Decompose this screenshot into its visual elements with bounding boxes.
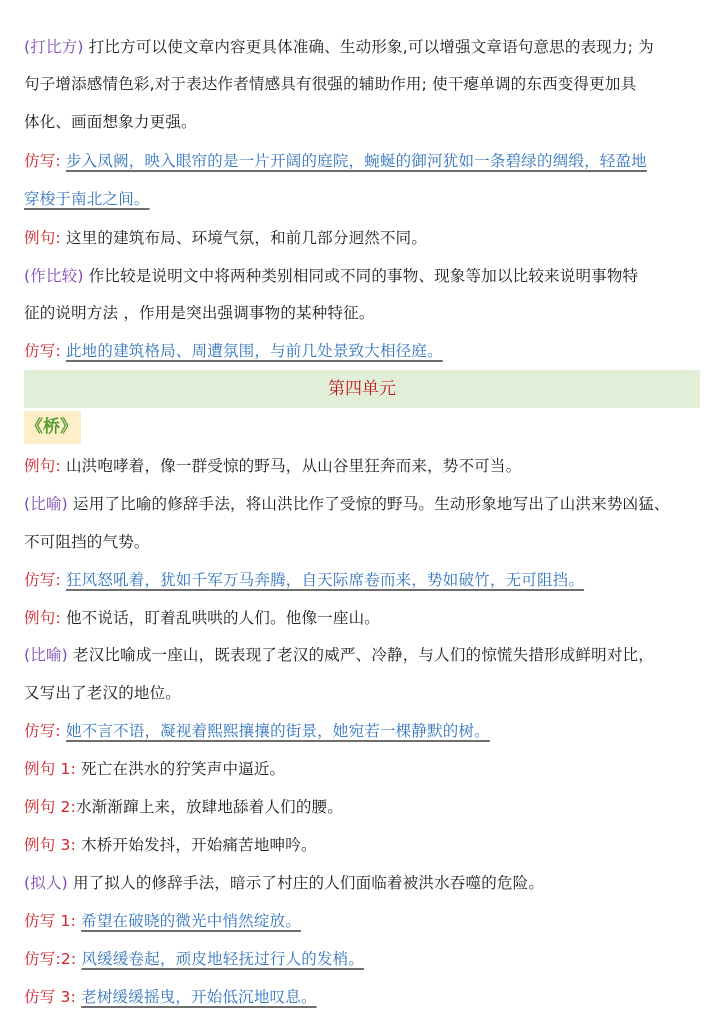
analysis-paragraph <box>24 494 702 514</box>
analysis-paragraph-cont <box>24 112 702 132</box>
example-label: 例句 2: <box>24 798 77 816</box>
analysis-paragraph-cont <box>24 683 702 703</box>
example-label: 例句 3: <box>24 836 77 854</box>
analysis-text: 运用了比喻的修辞手法，将山洪比作了受惊的野马。生动形象地写出了山洪来势凶猛、 <box>67 495 670 513</box>
imitation-text: 老树缓缓摇曳，开始低沉地叹息。 <box>81 988 317 1006</box>
imitation-text: 步入凤阙，映入眼帘的是一片开阔的庭院，蜿蜒的御河犹如一条碧绿的绸缎，轻盈地 <box>65 152 647 170</box>
technique-label: (比喻) <box>24 495 68 513</box>
analysis-paragraph <box>24 37 702 57</box>
example-sentence <box>24 759 702 779</box>
imitation-label: 仿写: <box>24 722 61 740</box>
example-text: 山洪咆哮着，像一群受惊的野马，从山谷里狂奔而来，势不可当。 <box>65 457 522 475</box>
analysis-text: 打比方可以使文章内容更具体准确、生动形象,可以增强文章语句意思的表现力; 为 <box>83 38 654 56</box>
example-label: 例句 1: <box>24 760 77 778</box>
example-sentence <box>24 608 702 628</box>
example-text: 他不说话，盯着乱哄哄的人们。他像一座山。 <box>65 609 380 627</box>
imitation-label: 仿写: <box>24 152 61 170</box>
example-text: 死亡在洪水的狞笑声中逼近。 <box>76 760 286 778</box>
analysis-text: 又写出了老汉的地位。 <box>24 684 182 702</box>
imitation-label: 仿写 3: <box>24 988 77 1006</box>
example-sentence <box>24 228 702 248</box>
analysis-text: 不可阻挡的气势。 <box>24 533 150 551</box>
imitation-text: 此地的建筑格局、周遭氛围，与前几处景致大相径庭。 <box>65 342 443 360</box>
analysis-paragraph-cont <box>24 303 702 323</box>
imitation-text: 穿梭于南北之间。 <box>24 190 150 208</box>
imitation-sentence-cont <box>24 189 702 209</box>
analysis-paragraph-cont <box>24 74 702 94</box>
example-sentence <box>24 797 702 817</box>
technique-label: (拟人) <box>24 874 68 892</box>
imitation-label: 仿写:2: <box>24 950 77 968</box>
example-label: 例句: <box>24 229 61 247</box>
analysis-paragraph <box>24 873 702 893</box>
example-text: 水渐渐蹿上来，放肆地舔着人们的腰。 <box>76 798 343 816</box>
analysis-text: 老汉比喻成一座山，既表现了老汉的威严、冷静，与人们的惊慌失措形成鲜明对比， <box>67 646 654 664</box>
imitation-sentence <box>24 570 702 590</box>
technique-label: (比喻) <box>24 646 68 664</box>
unit-heading: 第四单元 <box>24 370 700 408</box>
example-label: 例句: <box>24 457 61 475</box>
imitation-text: 希望在破晓的微光中悄然绽放。 <box>81 912 301 930</box>
example-label: 例句: <box>24 609 61 627</box>
analysis-text: 用了拟人的修辞手法，暗示了村庄的人们面临着被洪水吞噬的危险。 <box>67 874 545 892</box>
imitation-sentence <box>24 151 702 171</box>
imitation-sentence <box>24 987 702 1007</box>
example-sentence <box>24 456 702 476</box>
imitation-sentence <box>24 911 702 931</box>
lesson-title: 《桥》 <box>24 411 81 444</box>
imitation-sentence <box>24 949 702 969</box>
example-text: 这里的建筑布局、环境气氛，和前几部分迥然不同。 <box>65 229 428 247</box>
imitation-label: 仿写: <box>24 342 61 360</box>
analysis-paragraph <box>24 645 702 665</box>
technique-label: (打比方) <box>24 38 84 56</box>
analysis-text: 体化、画面想象力更强。 <box>24 113 197 131</box>
analysis-text: 征的说明方法 ，作用是突出强调事物的某种特征。 <box>24 304 375 322</box>
example-text: 木桥开始发抖，开始痛苦地呻吟。 <box>76 836 317 854</box>
imitation-text: 风缓缓卷起，顽皮地轻抚过行人的发梢。 <box>81 950 365 968</box>
imitation-label: 仿写: <box>24 571 61 589</box>
imitation-sentence <box>24 341 702 361</box>
imitation-sentence <box>24 721 702 741</box>
technique-label: (作比较) <box>24 267 84 285</box>
imitation-text: 狂风怒吼着，犹如千军万马奔腾，自天际席卷而来，势如破竹，无可阻挡。 <box>65 571 585 589</box>
analysis-paragraph-cont <box>24 532 702 552</box>
analysis-paragraph <box>24 266 702 286</box>
imitation-text: 她不言不语，凝视着熙熙攘攘的街景，她宛若一棵静默的树。 <box>65 722 490 740</box>
analysis-text: 作比较是说明文中将两种类别相同或不同的事物、现象等加以比较来说明事物特 <box>83 267 639 285</box>
example-sentence <box>24 835 702 855</box>
imitation-label: 仿写 1: <box>24 912 77 930</box>
analysis-text: 句子增添感情色彩,对于表达作者情感具有很强的辅助作用; 使干瘪单调的东西变得更加具 <box>24 75 637 93</box>
